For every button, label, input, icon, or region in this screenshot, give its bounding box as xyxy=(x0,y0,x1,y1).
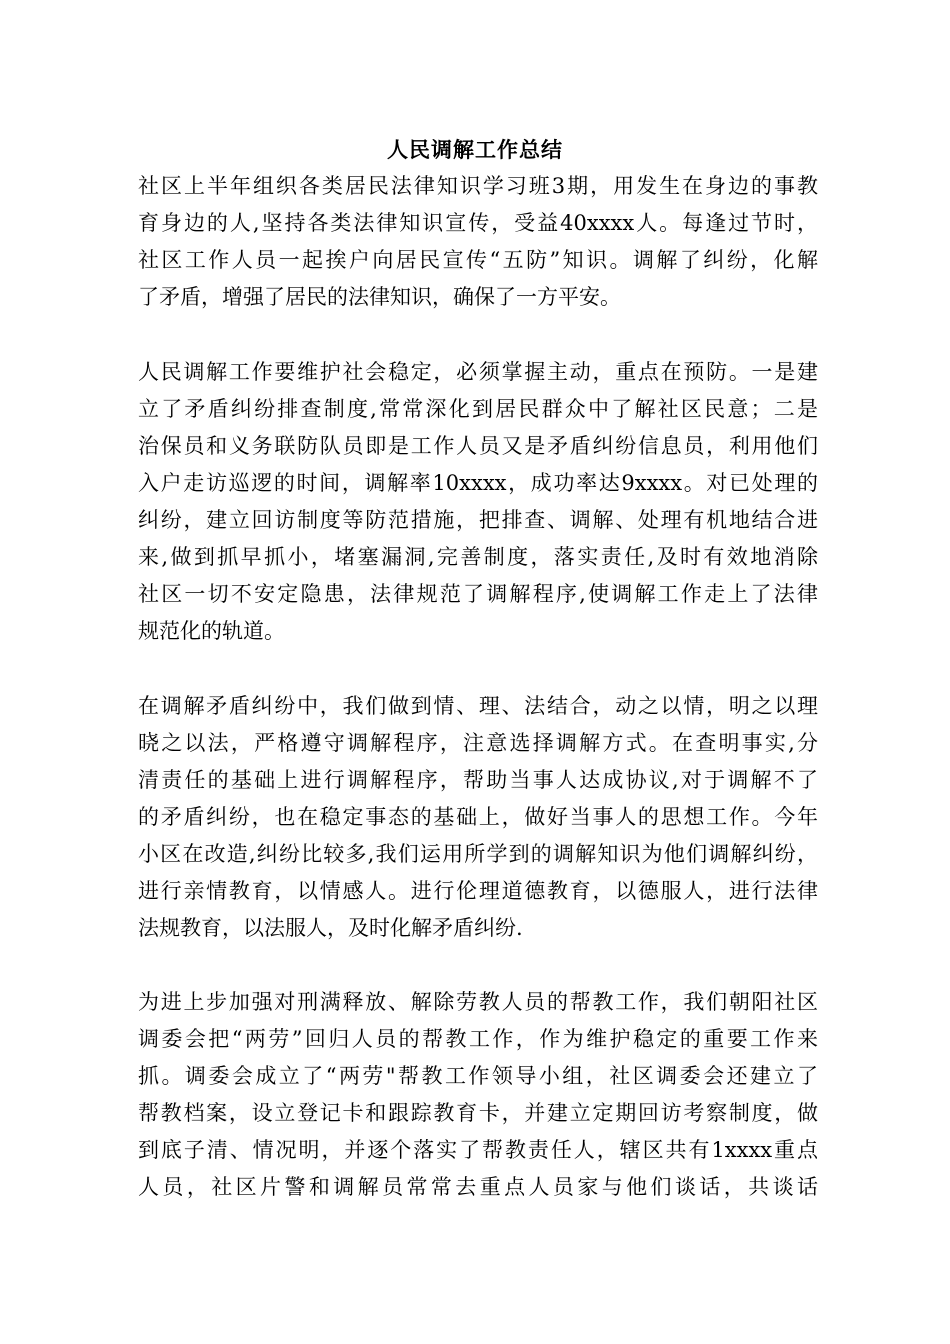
paragraph-line: 来,做到抓早抓小，堵塞漏洞,完善制度，落实责任,及时有效地消除 xyxy=(138,545,818,569)
paragraph-line: 帮教档案，设立登记卡和跟踪教育卡，并建立定期回访考察制度，做 xyxy=(138,1101,818,1125)
paragraph-line: 社区上半年组织各类居民法律知识学习班3期，用发生在身边的事教 xyxy=(138,174,818,198)
paragraph-line: 抓。调委会成立了“两劳"帮教工作领导小组，社区调委会还建立了 xyxy=(138,1064,818,1088)
paragraph-line: 入户走访巡逻的时间，调解率10xxxx，成功率达9xxxx。对已处理的 xyxy=(138,471,818,495)
paragraph-line: 晓之以法，严格遵守调解程序，注意选择调解方式。在查明事实,分 xyxy=(138,731,818,755)
paragraph-line: 为进上步加强对刑满释放、解除劳教人员的帮教工作，我们朝阳社区 xyxy=(138,990,818,1014)
paragraph-2 xyxy=(138,354,818,650)
paragraph-line: 社区一切不安定隐患，法律规范了调解程序,使调解工作走上了法律 xyxy=(138,582,818,606)
paragraph-line: 了矛盾，增强了居民的法律知识，确保了一方平安。 xyxy=(138,285,621,309)
paragraph-line: 调委会把“两劳”回归人员的帮教工作，作为维护稳定的重要工作来 xyxy=(138,1027,818,1051)
paragraph-line: 育身边的人,坚持各类法律知识宣传，受益40xxxx人。每逢过节时， xyxy=(138,211,818,235)
paragraph-line: 人员，社区片警和调解员常常去重点人员家与他们谈话，共谈话 xyxy=(138,1175,818,1199)
paragraph-3 xyxy=(138,688,818,947)
paragraph-line: 纠纷，建立回访制度等防范措施，把排查、调解、处理有机地结合进 xyxy=(138,508,818,532)
paragraph-line: 进行亲情教育，以情感人。进行伦理道德教育，以德服人，进行法律 xyxy=(138,879,818,903)
paragraph-line: 清责任的基础上进行调解程序，帮助当事人达成协议,对于调解不了 xyxy=(138,768,818,792)
paragraph-line: 社区工作人员一起挨户向居民宣传“五防”知识。调解了纠纷，化解 xyxy=(138,248,818,272)
paragraph-4 xyxy=(138,984,818,1206)
paragraph-line: 到底子清、情况明，并逐个落实了帮教责任人，辖区共有1xxxx重点 xyxy=(138,1138,818,1162)
paragraph-line: 人民调解工作要维护社会稳定，必须掌握主动，重点在预防。一是建 xyxy=(138,360,818,384)
paragraph-line: 治保员和义务联防队员即是工作人员又是矛盾纠纷信息员，利用他们 xyxy=(138,434,818,458)
paragraph-line: 在调解矛盾纠纷中，我们做到情、理、法结合，动之以情，明之以理 xyxy=(138,694,818,718)
paragraph-line: 立了矛盾纠纷排查制度,常常深化到居民群众中了解社区民意；二是 xyxy=(138,397,818,421)
paragraph-line: 小区在改造,纠纷比较多,我们运用所学到的调解知识为他们调解纠纷， xyxy=(138,842,818,866)
paragraph-1 xyxy=(138,168,818,316)
paragraph-line: 规范化的轨道。 xyxy=(138,619,285,643)
paragraph-line: 法规教育，以法服人，及时化解矛盾纠纷. xyxy=(138,916,523,940)
paragraph-line: 的矛盾纠纷，也在稳定事态的基础上，做好当事人的思想工作。今年 xyxy=(138,805,818,829)
document-title: 人民调解工作总结 xyxy=(387,138,563,162)
